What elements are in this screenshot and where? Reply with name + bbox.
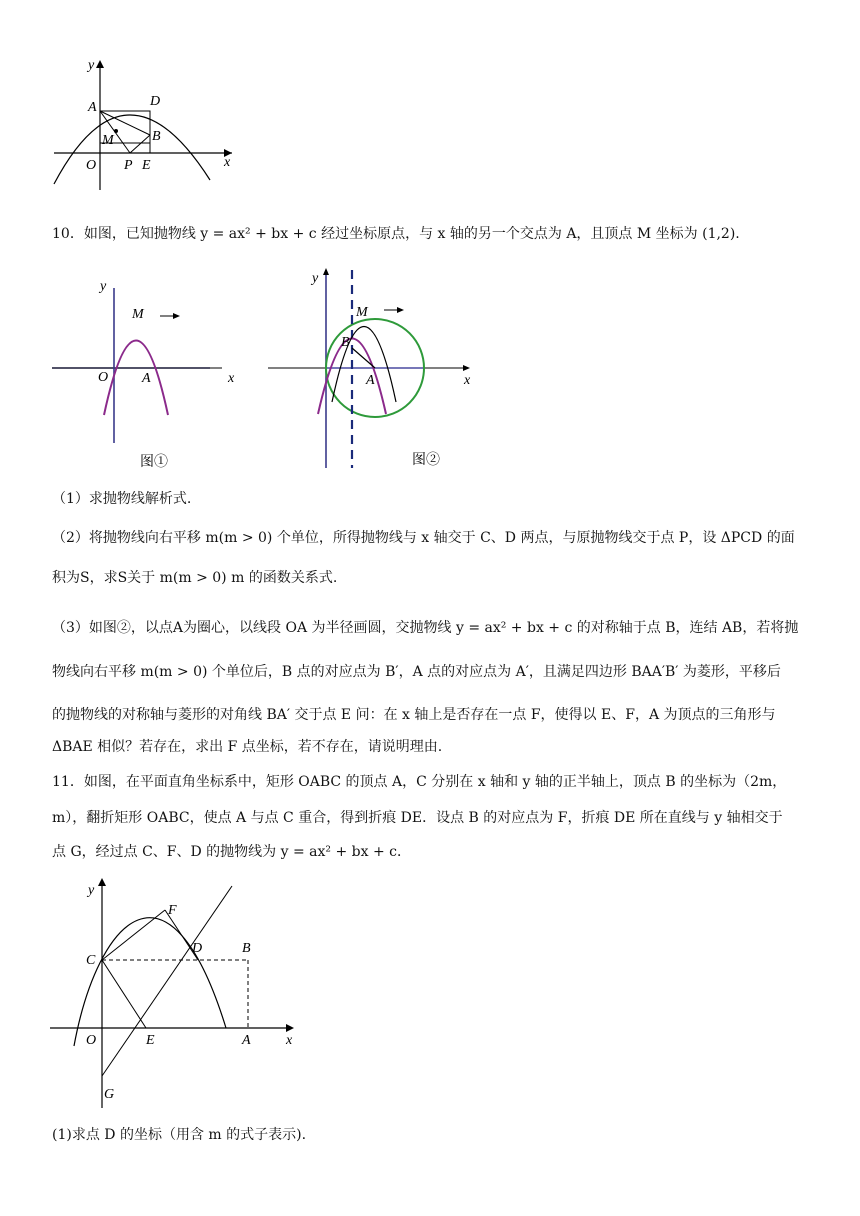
fig2-caption: 图②	[412, 453, 440, 468]
fig1-label-x: x	[228, 371, 235, 386]
label-D: D	[150, 94, 161, 109]
fig2-label-y: y	[312, 271, 319, 286]
q11-label-O: O	[86, 1033, 97, 1048]
label-M: M	[102, 133, 114, 148]
label-P: P	[124, 158, 133, 173]
fig2-label-B: B	[341, 335, 350, 350]
q11-label-y: y	[88, 883, 95, 898]
fig2-label-A: A	[366, 373, 375, 388]
q10-figure-1	[52, 268, 252, 473]
label-A: A	[88, 100, 97, 115]
label-B: B	[152, 129, 161, 144]
label-x: x	[224, 155, 231, 170]
q10-part2-line2: 积为S，求S关于 m(m > 0) m 的函数关系式.	[52, 570, 338, 586]
q10-part3-line2: 物线向右平移 m(m > 0) 个单位后，B 点的对应点为 B′，A 点的对应点为 A′，且满足四边形 BAA′B′ 为菱形，平移后	[52, 664, 781, 680]
fig1-label-O: O	[98, 370, 109, 385]
q11-stem-line2: m），翻折矩形 OABC，使点 A 与点 C 重合，得到折痕 DE．设点 B 的对应点为 F，折痕 DE 所在直线与 y 轴相交于	[52, 810, 783, 826]
q11-label-B: B	[242, 941, 251, 956]
fig2-label-M: M	[356, 305, 368, 320]
q11-label-F: F	[168, 903, 177, 918]
q11-figure	[50, 876, 310, 1112]
q11-label-A: A	[242, 1033, 251, 1048]
label-E: E	[142, 158, 151, 173]
label-y: y	[88, 58, 95, 73]
label-O: O	[86, 158, 97, 173]
top-figure	[44, 52, 244, 202]
q10-figure-2	[268, 262, 478, 474]
q10-part3-line1: （3）如图②，以点A为圈心，以线段 OA 为半径画圆，交抛物线 y = ax² + bx + c 的对称轴于点 B，连结 AB，若将抛	[52, 620, 799, 636]
q10-part2-line1: （2）将抛物线向右平移 m(m > 0) 个单位，所得抛物线与 x 轴交于 C、D 两点，与原抛物线交于点 P，设 ΔPCD 的面	[52, 530, 795, 546]
q10-part3-line4: ΔBAE 相似？若存在，求出 F 点坐标，若不存在，请说明理由.	[52, 739, 443, 755]
q11-label-x: x	[286, 1033, 293, 1048]
fig2-label-x: x	[464, 373, 471, 388]
fig1-label-y: y	[100, 279, 107, 294]
q11-stem-line3: 点 G，经过点 C、F、D 的抛物线为 y = ax² + bx + c．	[52, 844, 411, 860]
q10-part3-line3: 的抛物线的对称轴与菱形的对角线 BA′ 交于点 E 问：在 x 轴上是否存在一点 F，使得以 E、F，A 为顶点的三角形与	[52, 707, 776, 723]
q10-part1: （1）求抛物线解析式.	[52, 491, 192, 507]
q11-label-C: C	[86, 953, 96, 968]
q11-label-E: E	[146, 1033, 155, 1048]
q11-stem-line1: 11．如图，在平面直角坐标系中，矩形 OABC 的顶点 A，C 分别在 x 轴和 y 轴的正半轴上，顶点 B 的坐标为（2m，	[52, 774, 787, 790]
fig1-label-M: M	[132, 307, 144, 322]
fig1-caption: 图①	[140, 455, 168, 470]
fig1-label-A: A	[142, 371, 151, 386]
q11-part1: (1)求点 D 的坐标（用含 m 的式子表示).	[52, 1127, 307, 1143]
q11-label-G: G	[104, 1087, 115, 1102]
q10-stem: 10．如图，已知抛物线 y = ax² + bx + c 经过坐标原点，与 x 轴的另一个交点为 A，且顶点 M 坐标为 (1,2).	[52, 226, 740, 242]
q11-label-D: D	[192, 941, 203, 956]
